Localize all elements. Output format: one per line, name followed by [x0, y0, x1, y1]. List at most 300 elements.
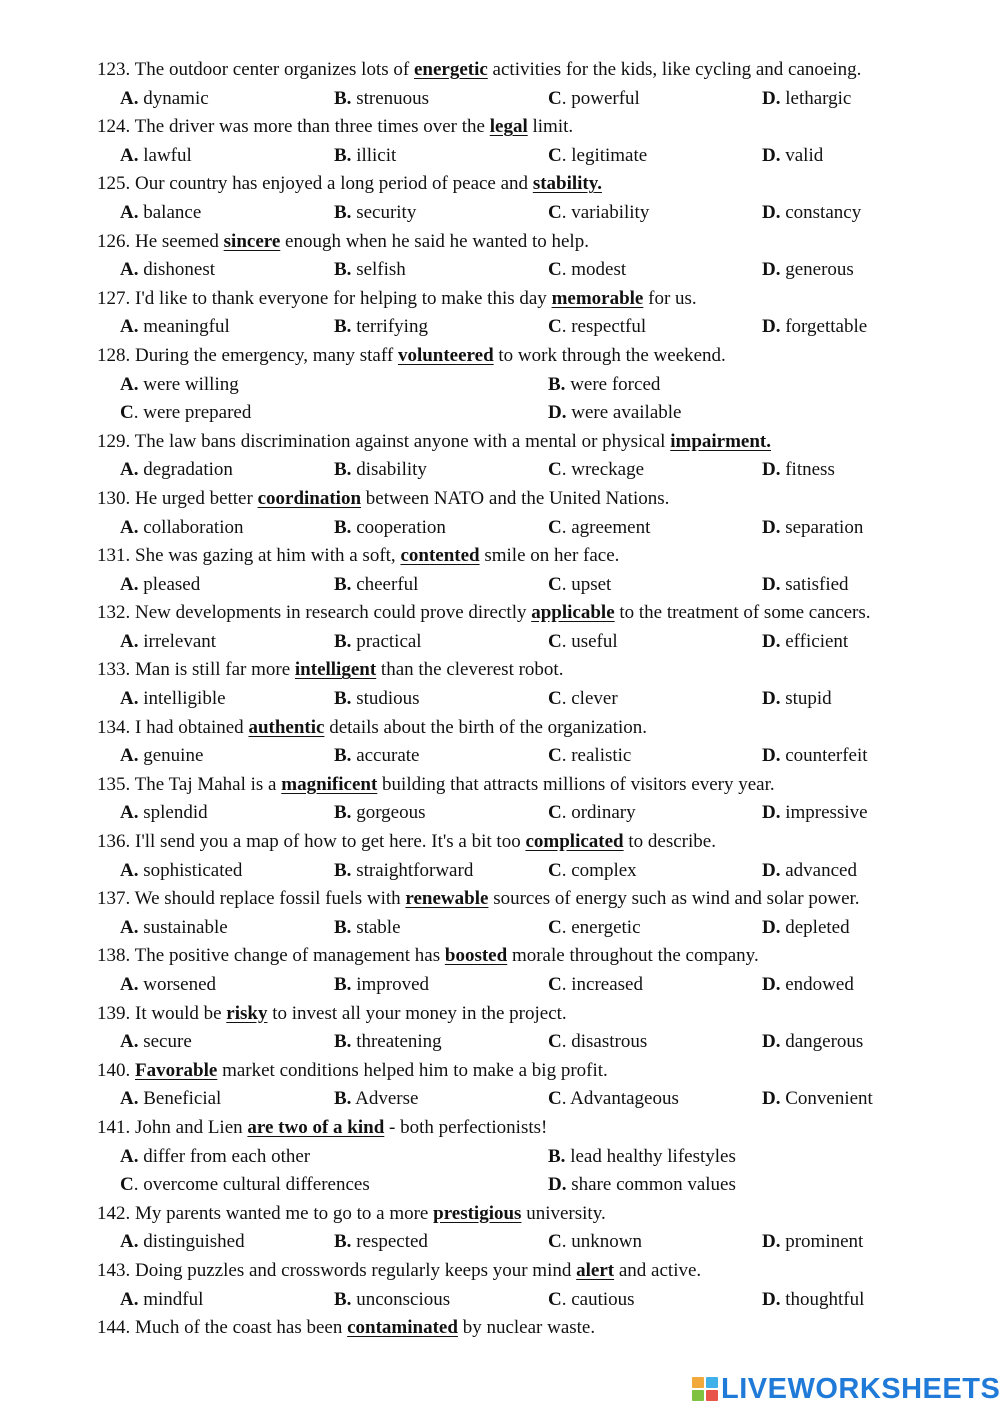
option-letter: D.: [762, 1088, 781, 1110]
stem-text-after: university.: [521, 1202, 606, 1224]
option-letter: D.: [762, 802, 781, 824]
option-letter: B.: [334, 802, 352, 824]
answer-option[interactable]: [762, 914, 850, 943]
answer-option[interactable]: [762, 685, 832, 714]
stem-keyword: prestigious: [433, 1202, 522, 1224]
question-item: [0, 771, 1000, 828]
stem-keyword: risky: [226, 1002, 268, 1024]
option-text: worsened: [138, 974, 217, 995]
stem-text-after: for us.: [643, 287, 697, 309]
options-row: [0, 628, 1000, 657]
option-text: . legitimate: [561, 144, 648, 166]
answer-option[interactable]: [762, 256, 854, 285]
stem-text-before: 126. He seemed: [97, 230, 224, 252]
question-item: [0, 56, 1000, 113]
option-letter: B.: [334, 201, 352, 223]
option-text: strenuous: [351, 87, 430, 109]
answer-option[interactable]: [120, 857, 242, 886]
answer-option[interactable]: [548, 1286, 635, 1315]
option-text: secure: [138, 1031, 192, 1053]
options-row: [0, 371, 1000, 400]
options-row: [0, 456, 1000, 485]
answer-option[interactable]: [762, 1085, 873, 1114]
answer-option[interactable]: [548, 799, 636, 828]
options-row: [0, 514, 1000, 543]
answer-option[interactable]: [120, 1028, 192, 1057]
option-text: were available: [566, 402, 682, 424]
stem-keyword: are two of a kind: [247, 1116, 385, 1138]
options-row: [0, 1028, 1000, 1057]
logo-tile: [706, 1377, 718, 1388]
answer-option[interactable]: [334, 571, 418, 600]
answer-option[interactable]: [762, 313, 867, 342]
option-text: . increased: [561, 974, 643, 995]
answer-option[interactable]: [548, 971, 643, 1000]
answer-option[interactable]: [548, 313, 646, 342]
answer-option[interactable]: [120, 313, 230, 342]
answer-option[interactable]: [762, 799, 868, 828]
option-text: cheerful: [351, 573, 419, 595]
option-text: efficient: [780, 630, 849, 652]
answer-option[interactable]: [120, 371, 239, 400]
options-row: [0, 313, 1000, 342]
option-letter: A.: [120, 1288, 139, 1310]
option-text: disability: [351, 459, 427, 481]
option-letter: C: [548, 1031, 562, 1053]
answer-option[interactable]: [548, 1028, 647, 1057]
question-item: [0, 714, 1000, 771]
answer-option[interactable]: [548, 142, 647, 171]
answer-option[interactable]: [548, 456, 644, 485]
answer-option[interactable]: [548, 1171, 736, 1200]
stem-text-before: 124. The driver was more than three times over the: [97, 116, 490, 138]
option-letter: B.: [334, 316, 352, 338]
stem-text-before: 123. The outdoor center organizes lots of: [97, 59, 414, 80]
stem-text-after: to work through the weekend.: [493, 344, 726, 366]
option-text: Beneficial: [138, 1088, 222, 1110]
answer-option[interactable]: [334, 1028, 442, 1057]
stem-keyword: intelligent: [294, 659, 377, 681]
answer-option[interactable]: [120, 1228, 245, 1257]
answer-option[interactable]: [762, 857, 857, 886]
options-row: [0, 142, 1000, 171]
liveworksheets-brand[interactable]: [692, 1374, 1000, 1404]
stem-keyword: renewable: [405, 888, 489, 910]
option-text: . ordinary: [561, 802, 636, 824]
option-letter: A.: [120, 1231, 139, 1253]
worksheet: [0, 56, 1000, 1343]
answer-option[interactable]: [334, 256, 406, 285]
answer-option[interactable]: [334, 456, 427, 485]
question-item: [0, 1057, 1000, 1114]
option-letter: D.: [762, 316, 781, 338]
option-text: depleted: [780, 916, 850, 938]
stem-keyword: energetic: [413, 59, 488, 80]
option-text: . agreement: [561, 516, 651, 538]
answer-option[interactable]: [548, 742, 631, 771]
option-letter: C: [548, 1231, 562, 1253]
question-stem: [0, 942, 1000, 971]
stem-keyword: contented: [400, 545, 480, 567]
answer-option[interactable]: [548, 199, 649, 228]
answer-option[interactable]: [762, 571, 849, 600]
options-row: [0, 256, 1000, 285]
option-letter: A.: [120, 916, 139, 938]
answer-option[interactable]: [120, 914, 228, 943]
option-letter: B.: [548, 1145, 566, 1167]
option-letter: C: [548, 316, 562, 338]
stem-text-before: 143. Doing puzzles and crosswords regularly keeps your mind: [97, 1259, 577, 1281]
liveworksheets-logo-icon: [692, 1377, 718, 1401]
answer-option[interactable]: [334, 628, 422, 657]
answer-option[interactable]: [120, 399, 251, 428]
answer-option[interactable]: [334, 971, 429, 1000]
option-letter: C: [548, 516, 562, 538]
option-letter: C: [548, 630, 562, 652]
option-letter: A.: [120, 144, 139, 166]
option-letter: C: [548, 259, 562, 281]
question-stem: [0, 228, 1000, 257]
answer-option[interactable]: [120, 971, 216, 1000]
options-row: [0, 1085, 1000, 1114]
option-text: distinguished: [138, 1231, 245, 1253]
option-text: balance: [138, 201, 202, 223]
options-row: [0, 971, 1000, 1000]
question-stem: [0, 56, 1000, 85]
option-text: improved: [351, 974, 430, 995]
option-text: practical: [351, 630, 422, 652]
question-stem: [0, 485, 1000, 514]
option-letter: C: [548, 573, 562, 595]
question-item: [0, 228, 1000, 285]
stem-keyword: complicated: [525, 831, 624, 853]
option-text: differ from each other: [138, 1145, 311, 1167]
answer-option[interactable]: [120, 799, 208, 828]
answer-option[interactable]: [334, 914, 401, 943]
question-stem: [0, 656, 1000, 685]
option-letter: A.: [120, 974, 139, 995]
stem-text-after: between NATO and the United Nations.: [361, 487, 670, 509]
option-text: impressive: [780, 802, 868, 824]
stem-text-before: 139. It would be: [97, 1002, 227, 1024]
stem-text-before: 125. Our country has enjoyed a long period of peace and: [97, 173, 533, 195]
question-stem: [0, 1257, 1000, 1286]
option-letter: C: [548, 688, 562, 710]
stem-text-after: enough when he said he wanted to help.: [280, 230, 589, 252]
stem-text-before: 142. My parents wanted me to go to a more: [97, 1202, 434, 1224]
option-text: stable: [351, 916, 401, 938]
option-letter: B.: [334, 87, 352, 109]
stem-text-before: 135. The Taj Mahal is a: [97, 773, 282, 795]
question-stem: [0, 599, 1000, 628]
answer-option[interactable]: [762, 456, 835, 485]
question-item: [0, 428, 1000, 485]
option-letter: C: [548, 87, 562, 109]
option-text: meaningful: [138, 316, 230, 338]
option-letter: C: [548, 1288, 562, 1310]
option-letter: A.: [120, 688, 139, 710]
option-text: sophisticated: [138, 859, 243, 881]
option-text: security: [351, 201, 417, 223]
option-text: forgettable: [780, 316, 868, 338]
answer-option[interactable]: [548, 1085, 679, 1114]
option-letter: A.: [120, 859, 139, 881]
question-stem: [0, 1200, 1000, 1229]
options-row: [0, 742, 1000, 771]
option-text: generous: [780, 259, 854, 281]
stem-keyword: coordination: [257, 487, 362, 509]
option-text: stupid: [780, 688, 832, 710]
option-text: unconscious: [351, 1288, 451, 1310]
option-letter: D.: [762, 573, 781, 595]
question-stem: [0, 771, 1000, 800]
option-text: were willing: [138, 373, 239, 395]
answer-option[interactable]: [334, 1286, 450, 1315]
question-item: [0, 599, 1000, 656]
stem-text-before: 133. Man is still far more: [97, 659, 295, 681]
stem-text-after: market conditions helped him to make a big profit.: [217, 1059, 608, 1081]
answer-option[interactable]: [548, 371, 660, 400]
stem-keyword: applicable: [531, 602, 615, 624]
question-item: [0, 113, 1000, 170]
option-letter: A.: [120, 1145, 139, 1167]
stem-text-before: 129. The law bans discrimination against anyone with a mental or physical: [97, 430, 671, 452]
answer-option[interactable]: [762, 85, 851, 114]
answer-option[interactable]: [120, 628, 216, 657]
option-letter: B.: [334, 688, 352, 710]
option-text: threatening: [351, 1031, 442, 1053]
option-letter: B.: [334, 630, 352, 652]
answer-option[interactable]: [334, 1228, 428, 1257]
option-letter: B.: [334, 974, 352, 995]
question-item: [0, 170, 1000, 227]
answer-option[interactable]: [762, 1286, 864, 1315]
option-letter: A.: [120, 516, 139, 538]
question-stem: [0, 1057, 1000, 1086]
option-letter: A.: [120, 802, 139, 824]
option-letter: C: [548, 201, 562, 223]
option-text: terrifying: [351, 316, 428, 338]
option-letter: A.: [120, 1031, 139, 1053]
question-item: [0, 1114, 1000, 1200]
options-row: [0, 85, 1000, 114]
option-letter: B.: [334, 916, 352, 938]
question-stem: [0, 1000, 1000, 1029]
answer-option[interactable]: [762, 142, 823, 171]
answer-option[interactable]: [548, 571, 611, 600]
answer-option[interactable]: [548, 399, 681, 428]
answer-option[interactable]: [548, 85, 640, 114]
answer-option[interactable]: [120, 571, 200, 600]
option-letter: D.: [762, 144, 781, 166]
option-letter: B.: [334, 459, 352, 481]
answer-option[interactable]: [548, 256, 626, 285]
answer-option[interactable]: [334, 742, 419, 771]
answer-option[interactable]: [120, 85, 209, 114]
question-item: [0, 1257, 1000, 1314]
answer-option[interactable]: [334, 799, 426, 828]
option-text: . powerful: [561, 87, 640, 109]
options-row: [0, 1143, 1000, 1172]
option-text: fitness: [780, 459, 835, 481]
stem-text-before: 128. During the emergency, many staff: [97, 344, 398, 366]
option-text: straightforward: [351, 859, 474, 881]
option-letter: B.: [548, 373, 566, 395]
option-letter: D.: [762, 974, 781, 995]
option-text: genuine: [138, 745, 204, 767]
brand-wordmark: LIVEWORKSHEETS: [721, 1372, 1000, 1405]
stem-keyword: impairment.: [670, 430, 772, 452]
answer-option[interactable]: [548, 1228, 642, 1257]
option-letter: C: [548, 974, 562, 995]
stem-keyword: alert: [576, 1259, 615, 1281]
option-text: constancy: [780, 201, 862, 223]
logo-tile: [692, 1390, 704, 1401]
stem-text-after: smile on her face.: [479, 545, 620, 567]
option-text: cooperation: [351, 516, 446, 538]
answer-option[interactable]: [762, 1028, 863, 1057]
option-text: respected: [351, 1231, 428, 1253]
question-stem: [0, 1114, 1000, 1143]
answer-option[interactable]: [120, 456, 233, 485]
question-stem: [0, 113, 1000, 142]
stem-keyword: legal: [489, 116, 528, 138]
stem-text-after: sources of energy such as wind and solar power.: [488, 888, 860, 910]
stem-text-after: - both perfectionists!: [384, 1116, 548, 1138]
answer-option[interactable]: [334, 199, 416, 228]
answer-option[interactable]: [762, 199, 861, 228]
answer-option[interactable]: [548, 914, 641, 943]
option-text: . were prepared: [133, 402, 252, 424]
option-letter: D.: [548, 1174, 567, 1196]
question-stem: [0, 428, 1000, 457]
stem-text-before: 140.: [97, 1059, 135, 1081]
stem-text-after: than the cleverest robot.: [376, 659, 564, 681]
stem-keyword: authentic: [248, 716, 325, 738]
option-letter: C: [548, 916, 562, 938]
answer-option[interactable]: [548, 857, 637, 886]
answer-option[interactable]: [120, 199, 201, 228]
option-letter: B.: [334, 516, 352, 538]
answer-option[interactable]: [762, 628, 848, 657]
option-text: dangerous: [780, 1031, 864, 1053]
stem-keyword: contaminated: [347, 1317, 458, 1339]
options-row: [0, 799, 1000, 828]
answer-option[interactable]: [548, 628, 618, 657]
option-text: lawful: [138, 144, 192, 166]
stem-text-after: to invest all your money in the project.: [267, 1002, 567, 1024]
answer-option[interactable]: [548, 1143, 736, 1172]
answer-option[interactable]: [334, 1085, 418, 1114]
answer-option[interactable]: [120, 1286, 203, 1315]
option-letter: A.: [120, 316, 139, 338]
question-item: [0, 942, 1000, 999]
answer-option[interactable]: [334, 85, 429, 114]
option-text: . overcome cultural differences: [133, 1174, 370, 1196]
option-letter: C: [548, 459, 562, 481]
answer-option[interactable]: [334, 685, 420, 714]
option-letter: D.: [762, 201, 781, 223]
answer-option[interactable]: [334, 142, 396, 171]
option-letter: A.: [120, 1088, 139, 1110]
answer-option[interactable]: [120, 142, 192, 171]
answer-option[interactable]: [762, 514, 863, 543]
option-letter: B.: [334, 859, 352, 881]
stem-keyword: memorable: [551, 287, 644, 309]
question-stem: [0, 285, 1000, 314]
stem-text-before: 138. The positive change of management has: [97, 945, 445, 967]
answer-option[interactable]: [762, 742, 868, 771]
answer-option[interactable]: [334, 857, 473, 886]
answer-option[interactable]: [120, 256, 215, 285]
question-stem: [0, 828, 1000, 857]
stem-keyword: stability.: [532, 173, 602, 195]
option-text: pleased: [138, 573, 201, 595]
option-text: studious: [351, 688, 420, 710]
answer-option[interactable]: [120, 514, 243, 543]
answer-option[interactable]: [120, 685, 226, 714]
stem-text-before: 144. Much of the coast has been: [97, 1317, 348, 1339]
option-letter: A.: [120, 573, 139, 595]
option-text: . clever: [561, 688, 618, 710]
option-letter: B.: [334, 1231, 352, 1253]
option-text: mindful: [138, 1288, 204, 1310]
option-letter: D.: [762, 745, 781, 767]
question-stem: [0, 714, 1000, 743]
answer-option[interactable]: [334, 514, 446, 543]
option-letter: D.: [762, 688, 781, 710]
question-stem: [0, 1314, 1000, 1343]
options-row: [0, 914, 1000, 943]
answer-option[interactable]: [120, 1171, 370, 1200]
question-item: [0, 885, 1000, 942]
option-letter: B.: [334, 144, 352, 166]
stem-text-after: details about the birth of the organization.: [324, 716, 648, 738]
option-letter: A.: [120, 373, 139, 395]
answer-option[interactable]: [120, 1143, 310, 1172]
option-letter: D.: [762, 1031, 781, 1053]
option-letter: A.: [120, 630, 139, 652]
answer-option[interactable]: [762, 971, 854, 1000]
logo-tile: [692, 1377, 704, 1388]
answer-option[interactable]: [548, 514, 650, 543]
answer-option[interactable]: [548, 685, 618, 714]
answer-option[interactable]: [120, 742, 203, 771]
stem-text-after: and active.: [614, 1259, 702, 1281]
question-item: [0, 1000, 1000, 1057]
option-text: valid: [780, 144, 824, 166]
question-item: [0, 542, 1000, 599]
stem-text-after: to describe.: [623, 831, 716, 853]
option-text: . disastrous: [561, 1031, 648, 1053]
option-text: degradation: [138, 459, 233, 481]
question-stem: [0, 342, 1000, 371]
answer-option[interactable]: [120, 1085, 221, 1114]
option-text: gorgeous: [351, 802, 426, 824]
option-text: advanced: [780, 859, 857, 881]
answer-option[interactable]: [334, 313, 428, 342]
option-text: prominent: [780, 1231, 864, 1253]
option-letter: B.: [334, 1288, 352, 1310]
option-text: intelligible: [138, 688, 226, 710]
stem-text-after: activities for the kids, like cycling and canoeing.: [487, 59, 862, 80]
option-letter: C: [548, 802, 562, 824]
options-row: [0, 399, 1000, 428]
option-text: . complex: [561, 859, 637, 881]
answer-option[interactable]: [762, 1228, 863, 1257]
option-letter: C: [548, 1088, 562, 1110]
option-text: lead healthy lifestyles: [565, 1145, 736, 1167]
